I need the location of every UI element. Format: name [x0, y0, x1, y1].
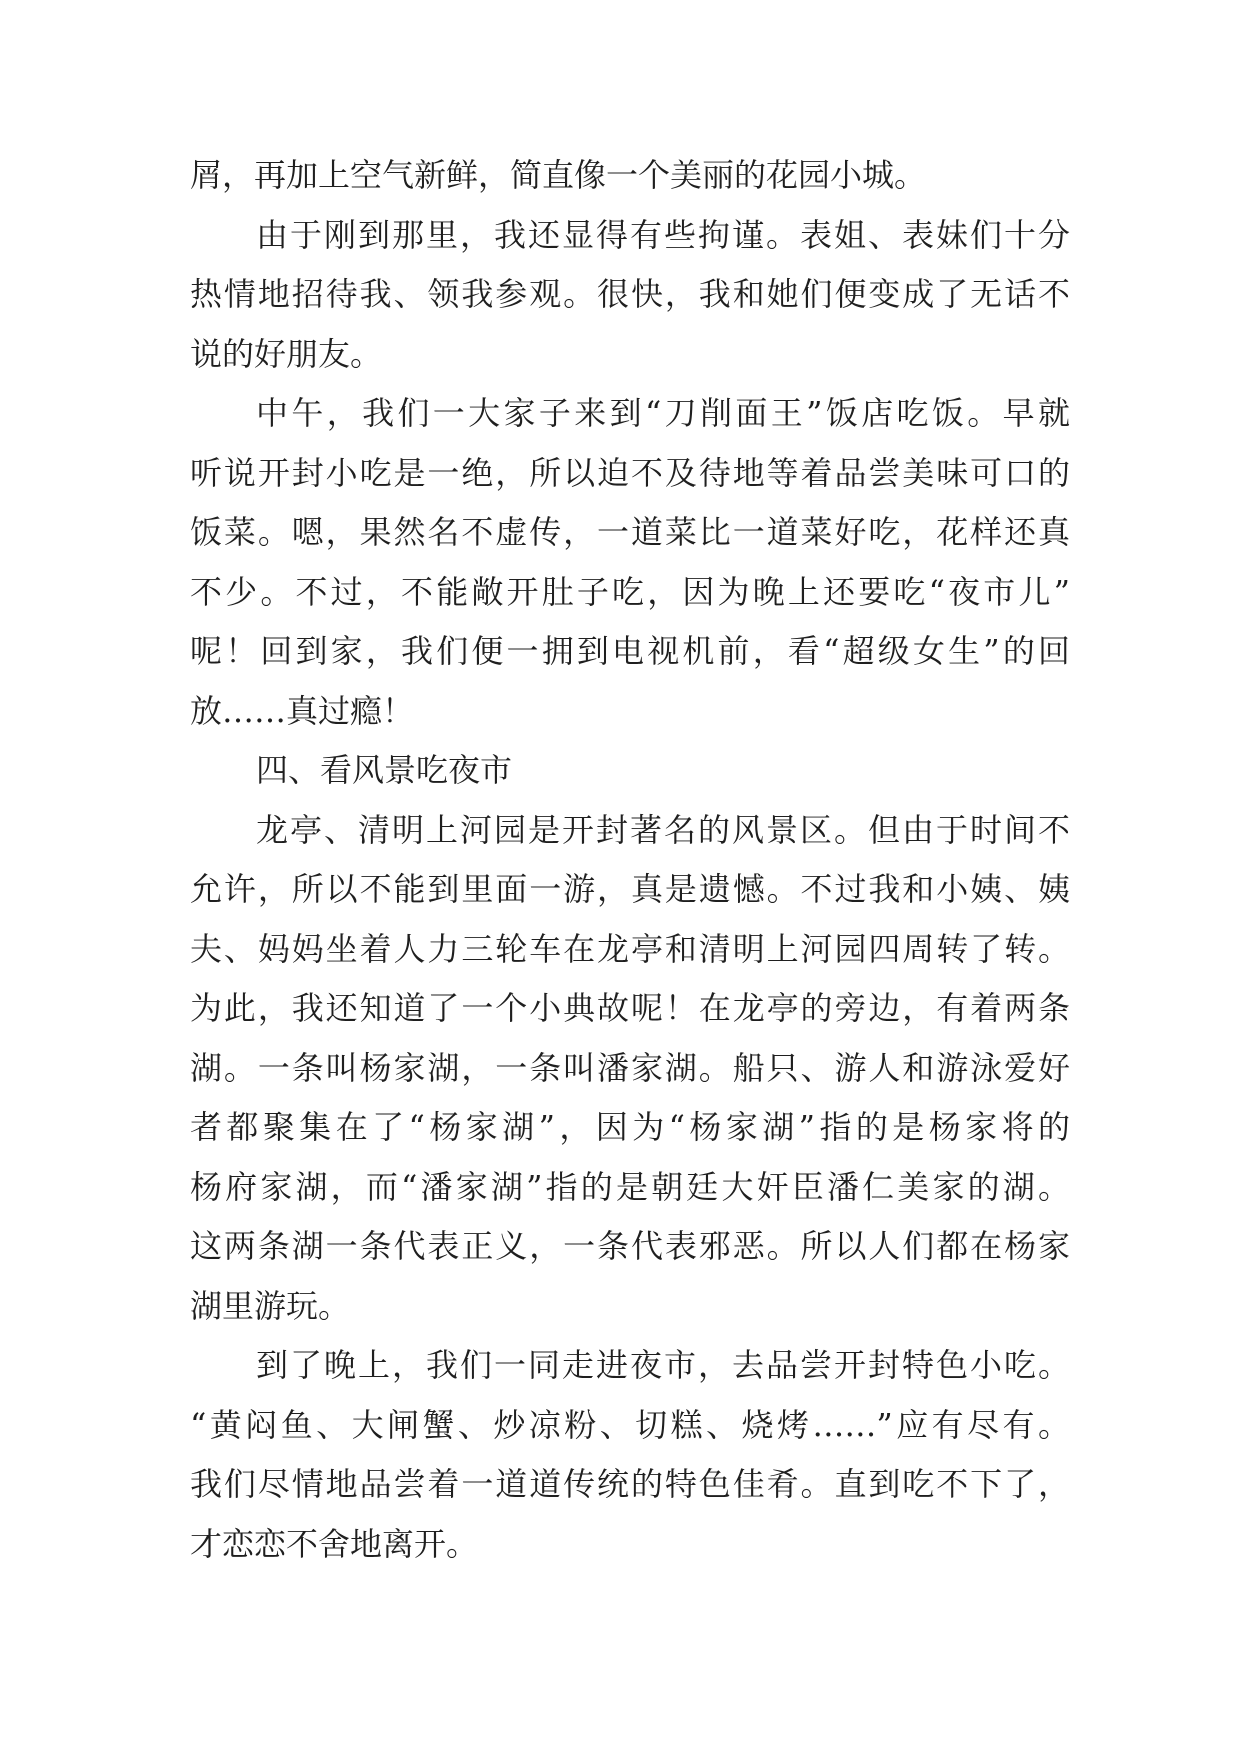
text-line: 夫、妈妈坐着人力三轮车在龙亭和清明上河园四周转了转。	[190, 930, 1070, 968]
text-line: 这两条湖一条代表正义，一条代表邪恶。所以人们都在杨家	[190, 1227, 1070, 1265]
text-line: 为此，我还知道了一个小典故呢！在龙亭的旁边，有着两条	[190, 989, 1070, 1027]
paragraph-first-line: 龙亭、清明上河园是开封著名的风景区。但由于时间不	[256, 811, 1070, 849]
paragraph-first-line: 到了晚上，我们一同走进夜市，去品尝开封特色小吃。	[256, 1346, 1070, 1384]
text-line: 湖。一条叫杨家湖，一条叫潘家湖。船只、游人和游泳爱好	[190, 1049, 1070, 1087]
text-line: 不少。不过，不能敞开肚子吃，因为晚上还要吃“夜市儿”	[190, 573, 1070, 611]
text-line: 说的好朋友。	[190, 335, 383, 373]
text-line: 我们尽情地品尝着一道道传统的特色佳肴。直到吃不下了，	[190, 1465, 1070, 1503]
text-line: 允许，所以不能到里面一游，真是遗憾。不过我和小姨、姨	[190, 870, 1070, 908]
text-line: 屑，再加上空气新鲜，简直像一个美丽的花园小城。	[190, 156, 927, 194]
text-line: 饭菜。嗯，果然名不虚传，一道菜比一道菜好吃，花样还真	[190, 513, 1070, 551]
text-line: 听说开封小吃是一绝，所以迫不及待地等着品尝美味可口的	[190, 454, 1070, 492]
text-line: 才恋恋不舍地离开。	[190, 1525, 479, 1563]
text-line: “黄闷鱼、大闸蟹、炒凉粉、切糕、烧烤……”应有尽有。	[190, 1406, 1070, 1444]
text-line: 者都聚集在了“杨家湖”，因为“杨家湖”指的是杨家将的	[190, 1108, 1070, 1146]
text-line: 湖里游玩。	[190, 1287, 351, 1325]
text-line: 热情地招待我、领我参观。很快，我和她们便变成了无话不	[190, 275, 1070, 313]
paragraph-first-line: 由于刚到那里，我还显得有些拘谨。表姐、表妹们十分	[256, 216, 1070, 254]
text-line: 杨府家湖，而“潘家湖”指的是朝廷大奸臣潘仁美家的湖。	[190, 1168, 1070, 1206]
section-heading: 四、看风景吃夜市	[256, 751, 513, 789]
text-line: 放……真过瘾！	[190, 692, 415, 730]
paragraph-first-line: 中午，我们一大家子来到“刀削面王”饭店吃饭。早就	[256, 394, 1070, 432]
text-line: 呢！回到家，我们便一拥到电视机前，看“超级女生”的回	[190, 632, 1070, 670]
